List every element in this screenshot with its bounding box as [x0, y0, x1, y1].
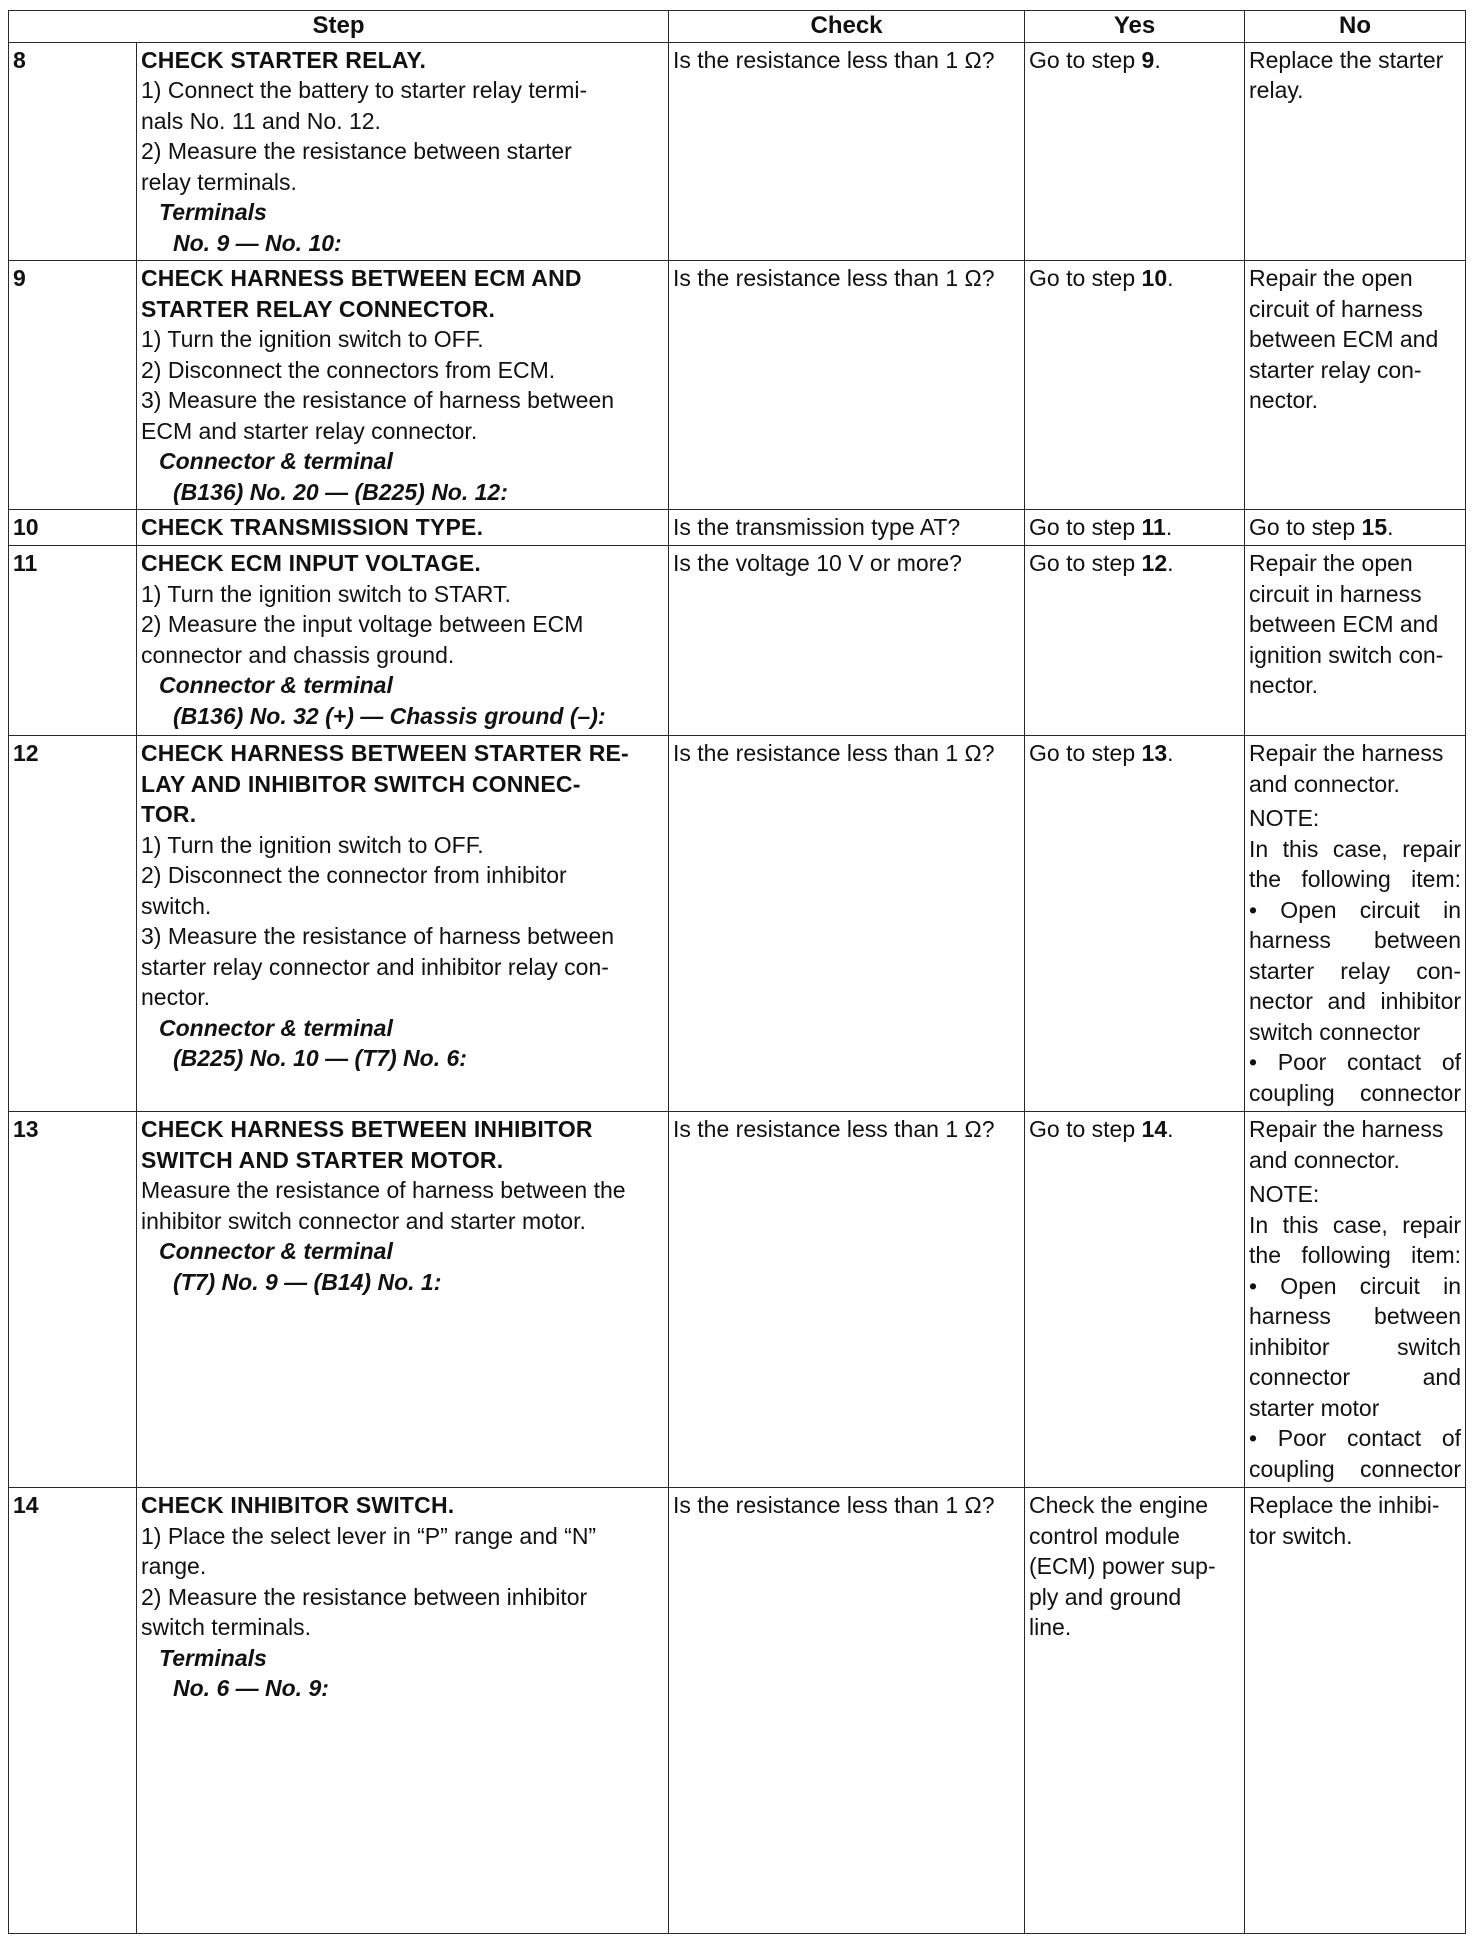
- no-line: relay.: [1249, 77, 1304, 103]
- step-line: 1) Turn the ignition switch to START.: [141, 580, 511, 607]
- no-line: Replace the inhibi-: [1249, 1492, 1440, 1518]
- step-line: 3) Measure the resistance of harness between: [141, 387, 615, 413]
- yes-suffix: .: [1167, 265, 1174, 291]
- step-number: 10: [9, 510, 137, 546]
- step-line: 3) Measure the resistance of harness between: [141, 923, 615, 949]
- check-question: Is the transmission type AT?: [669, 510, 1025, 546]
- no-line: ignition switch con-: [1249, 641, 1444, 668]
- step-number: 11: [9, 546, 137, 736]
- header-yes: Yes: [1025, 11, 1245, 43]
- yes-step-link: 13: [1141, 740, 1168, 766]
- step-line: Measure the resistance of harness between the: [141, 1177, 626, 1203]
- step-number: 14: [9, 1488, 137, 1934]
- spec-label: Connector & terminal: [159, 448, 393, 474]
- yes-suffix: .: [1154, 46, 1161, 73]
- step-title: LAY AND INHIBITOR SWITCH CONNEC-: [141, 770, 581, 797]
- yes-step-link: 11: [1141, 514, 1166, 540]
- step-line: 2) Measure the resistance between inhibitor: [141, 1583, 588, 1610]
- diagnostic-table: [8, 10, 1466, 1934]
- step-line: 1) Place the select lever in “P” range and “N”: [141, 1522, 597, 1549]
- spec-value: No. 9 — No. 10:: [173, 229, 342, 256]
- yes-suffix: .: [1167, 1116, 1174, 1142]
- step-title: TOR.: [141, 801, 197, 827]
- step-line: 1) Connect the battery to starter relay termi-: [141, 77, 588, 103]
- step-title: CHECK STARTER RELAY.: [141, 46, 427, 73]
- note-line: • Poor contact of: [1249, 1425, 1462, 1451]
- note-line: the following item:: [1249, 866, 1462, 892]
- spec-label: Terminals: [159, 199, 267, 225]
- table-row: [9, 1488, 1466, 1934]
- note-line: • Open circuit in: [1249, 1272, 1462, 1299]
- yes-prefix: Go to step: [1029, 265, 1142, 291]
- check-question: Is the resistance less than 1 Ω?: [669, 1112, 1025, 1488]
- note-line: the following item:: [1249, 1242, 1462, 1268]
- step-description: [137, 1112, 669, 1488]
- yes-suffix: .: [1167, 740, 1174, 766]
- step-line: switch.: [141, 892, 212, 919]
- step-description: [137, 736, 669, 1112]
- step-number: 8: [9, 42, 137, 261]
- step-line: inhibitor switch connector and starter motor.: [141, 1207, 586, 1234]
- step-line: 2) Measure the input voltage between ECM: [141, 611, 584, 637]
- step-description: [137, 510, 669, 546]
- note-line: nector and inhibitor: [1249, 988, 1462, 1014]
- step-line: switch terminals.: [141, 1614, 311, 1640]
- yes-action: [1025, 736, 1245, 1112]
- step-description: [137, 261, 669, 510]
- step-title: CHECK ECM INPUT VOLTAGE.: [141, 550, 482, 576]
- yes-suffix: .: [1165, 514, 1173, 540]
- table-row: [9, 736, 1466, 1112]
- step-title: CHECK HARNESS BETWEEN ECM AND: [141, 265, 582, 291]
- step-line: ECM and starter relay connector.: [141, 417, 478, 444]
- yes-action: [1025, 42, 1245, 261]
- note-line: coupling connector: [1249, 1079, 1462, 1106]
- check-question: Is the resistance less than 1 Ω?: [669, 42, 1025, 261]
- yes-step-link: 9: [1141, 46, 1155, 73]
- no-action: [1245, 261, 1466, 510]
- step-title: STARTER RELAY CONNECTOR.: [141, 295, 496, 322]
- no-line: and connector.: [1249, 770, 1400, 797]
- step-number: 13: [9, 1112, 137, 1488]
- no-action: [1245, 736, 1466, 1112]
- note-line: In this case, repair: [1249, 1211, 1462, 1238]
- table-row: [9, 510, 1466, 546]
- spec-label: Connector & terminal: [159, 1238, 393, 1264]
- step-line: 1) Turn the ignition switch to OFF.: [141, 831, 484, 858]
- yes-step-link: 12: [1141, 550, 1168, 576]
- note-line: starter motor: [1249, 1394, 1380, 1421]
- spec-label: Connector & terminal: [159, 1014, 393, 1041]
- no-action: [1245, 1488, 1466, 1934]
- step-line: 1) Turn the ignition switch to OFF.: [141, 326, 484, 352]
- step-title: SWITCH AND STARTER MOTOR.: [141, 1146, 504, 1173]
- note-line: In this case, repair: [1249, 835, 1462, 862]
- no-step-link: 15: [1361, 514, 1388, 540]
- header-step: Step: [9, 11, 669, 43]
- step-line: 2) Disconnect the connectors from ECM.: [141, 356, 556, 383]
- no-line: starter relay con-: [1249, 356, 1422, 383]
- yes-line: ply and ground: [1029, 1583, 1182, 1610]
- note-label: NOTE:: [1249, 1181, 1320, 1207]
- no-action: [1245, 1112, 1466, 1488]
- no-line: Repair the harness: [1249, 1116, 1444, 1142]
- step-line: starter relay connector and inhibitor relay con-: [141, 953, 609, 980]
- yes-action: [1025, 546, 1245, 736]
- no-line: Repair the open: [1249, 265, 1413, 291]
- no-line: Repair the harness: [1249, 740, 1444, 766]
- note-line: • Poor contact of: [1249, 1049, 1462, 1075]
- no-action: [1245, 546, 1466, 736]
- note-line: harness between: [1249, 1303, 1462, 1329]
- yes-prefix: Go to step: [1029, 46, 1142, 73]
- step-line: 2) Measure the resistance between starter: [141, 138, 572, 164]
- step-number: 12: [9, 736, 137, 1112]
- note-line: harness between: [1249, 927, 1462, 953]
- spec-label: Terminals: [159, 1644, 267, 1671]
- yes-action: [1025, 261, 1245, 510]
- yes-prefix: Go to step: [1029, 740, 1142, 766]
- note-line: connector and: [1249, 1364, 1462, 1390]
- no-line: nector.: [1249, 672, 1319, 698]
- spec-value: (T7) No. 9 — (B14) No. 1:: [173, 1268, 442, 1295]
- step-title: CHECK HARNESS BETWEEN INHIBITOR: [141, 1116, 593, 1142]
- header-row: [9, 11, 1466, 43]
- step-title: CHECK TRANSMISSION TYPE.: [141, 514, 484, 540]
- step-description: [137, 1488, 669, 1934]
- step-description: [137, 42, 669, 261]
- step-line: connector and chassis ground.: [141, 641, 455, 668]
- step-description: [137, 546, 669, 736]
- check-question: Is the resistance less than 1 Ω?: [669, 1488, 1025, 1934]
- yes-line: (ECM) power sup-: [1029, 1553, 1216, 1579]
- no-action: [1245, 510, 1466, 546]
- yes-prefix: Go to step: [1029, 1116, 1142, 1142]
- check-question: Is the resistance less than 1 Ω?: [669, 261, 1025, 510]
- note-label: NOTE:: [1249, 805, 1320, 831]
- no-line: nector.: [1249, 387, 1319, 413]
- spec-value: (B225) No. 10 — (T7) No. 6:: [173, 1045, 467, 1071]
- no-line: tor switch.: [1249, 1522, 1353, 1549]
- yes-action: [1025, 1488, 1245, 1934]
- no-action: [1245, 42, 1466, 261]
- step-title: CHECK HARNESS BETWEEN STARTER RE-: [141, 740, 629, 766]
- no-line: circuit in harness: [1249, 580, 1422, 607]
- yes-action: [1025, 1112, 1245, 1488]
- no-line: and connector.: [1249, 1146, 1400, 1173]
- header-check: Check: [669, 11, 1025, 43]
- step-title: CHECK INHIBITOR SWITCH.: [141, 1492, 455, 1518]
- header-no: No: [1245, 11, 1466, 43]
- spec-value: (B136) No. 32 (+) — Chassis ground (–):: [173, 702, 606, 729]
- step-line: nals No. 11 and No. 12.: [141, 107, 381, 134]
- note-line: coupling connector: [1249, 1455, 1462, 1482]
- no-suffix: .: [1387, 514, 1394, 540]
- step-line: nector.: [141, 984, 211, 1010]
- table-row: [9, 42, 1466, 261]
- yes-suffix: .: [1167, 550, 1174, 576]
- yes-line: control module: [1029, 1522, 1180, 1549]
- yes-step-link: 10: [1141, 265, 1168, 291]
- yes-prefix: Go to step: [1029, 514, 1142, 540]
- step-line: relay terminals.: [141, 168, 297, 195]
- table-row: [9, 261, 1466, 510]
- no-prefix: Go to step: [1249, 514, 1362, 540]
- table-row: [9, 546, 1466, 736]
- step-line: 2) Disconnect the connector from inhibitor: [141, 862, 567, 888]
- note-line: inhibitor switch: [1249, 1333, 1462, 1360]
- yes-line: Check the engine: [1029, 1492, 1209, 1518]
- step-number: 9: [9, 261, 137, 510]
- check-question: Is the resistance less than 1 Ω?: [669, 736, 1025, 1112]
- spec-value: (B136) No. 20 — (B225) No. 12:: [173, 478, 508, 505]
- no-line: between ECM and: [1249, 611, 1439, 637]
- no-line: Repair the open: [1249, 550, 1413, 576]
- no-line: circuit of harness: [1249, 295, 1423, 322]
- step-line: range.: [141, 1553, 207, 1579]
- note-line: • Open circuit in: [1249, 896, 1462, 923]
- no-line: Replace the starter: [1249, 46, 1444, 73]
- spec-value: No. 6 — No. 9:: [173, 1675, 329, 1701]
- note-line: starter relay con-: [1249, 957, 1462, 984]
- check-question: Is the voltage 10 V or more?: [669, 546, 1025, 736]
- note-line: switch connector: [1249, 1018, 1421, 1045]
- yes-prefix: Go to step: [1029, 550, 1142, 576]
- spec-label: Connector & terminal: [159, 672, 393, 698]
- yes-line: line.: [1029, 1614, 1072, 1640]
- yes-step-link: 14: [1141, 1116, 1168, 1142]
- no-line: between ECM and: [1249, 326, 1439, 352]
- table-row: [9, 1112, 1466, 1488]
- yes-action: [1025, 510, 1245, 546]
